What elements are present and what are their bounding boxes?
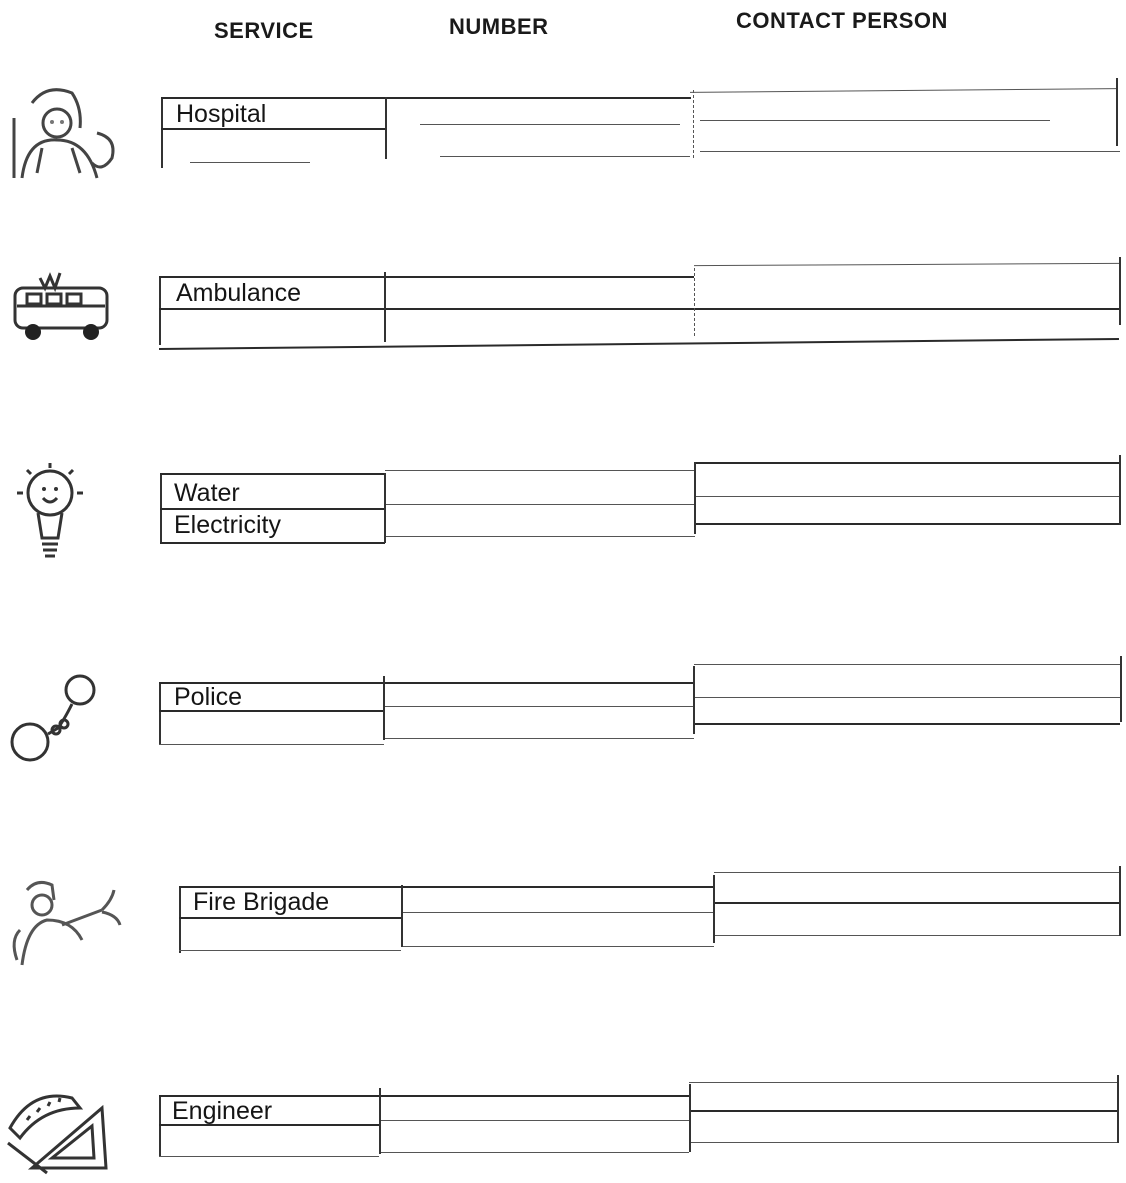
lightbulb-icon xyxy=(5,458,125,568)
service-column-header: SERVICE xyxy=(214,18,314,43)
service-label-police: Police xyxy=(174,683,243,711)
service-label-fire-brigade: Fire Brigade xyxy=(193,888,330,916)
drafting-tools-icon xyxy=(2,1068,122,1178)
firefighter-icon xyxy=(2,870,122,980)
ambulance-icon xyxy=(5,258,125,368)
service-label-electricity: Electricity xyxy=(174,511,281,539)
contact-person-column-header: CONTACT PERSON xyxy=(736,8,948,33)
number-column-header: NUMBER xyxy=(449,14,549,39)
handcuffs-icon xyxy=(2,662,122,772)
service-label-hospital: Hospital xyxy=(176,100,267,128)
doctor-icon xyxy=(2,78,122,188)
service-label-ambulance: Ambulance xyxy=(176,279,302,307)
service-label-engineer: Engineer xyxy=(172,1097,273,1125)
service-label-water: Water xyxy=(174,479,240,507)
